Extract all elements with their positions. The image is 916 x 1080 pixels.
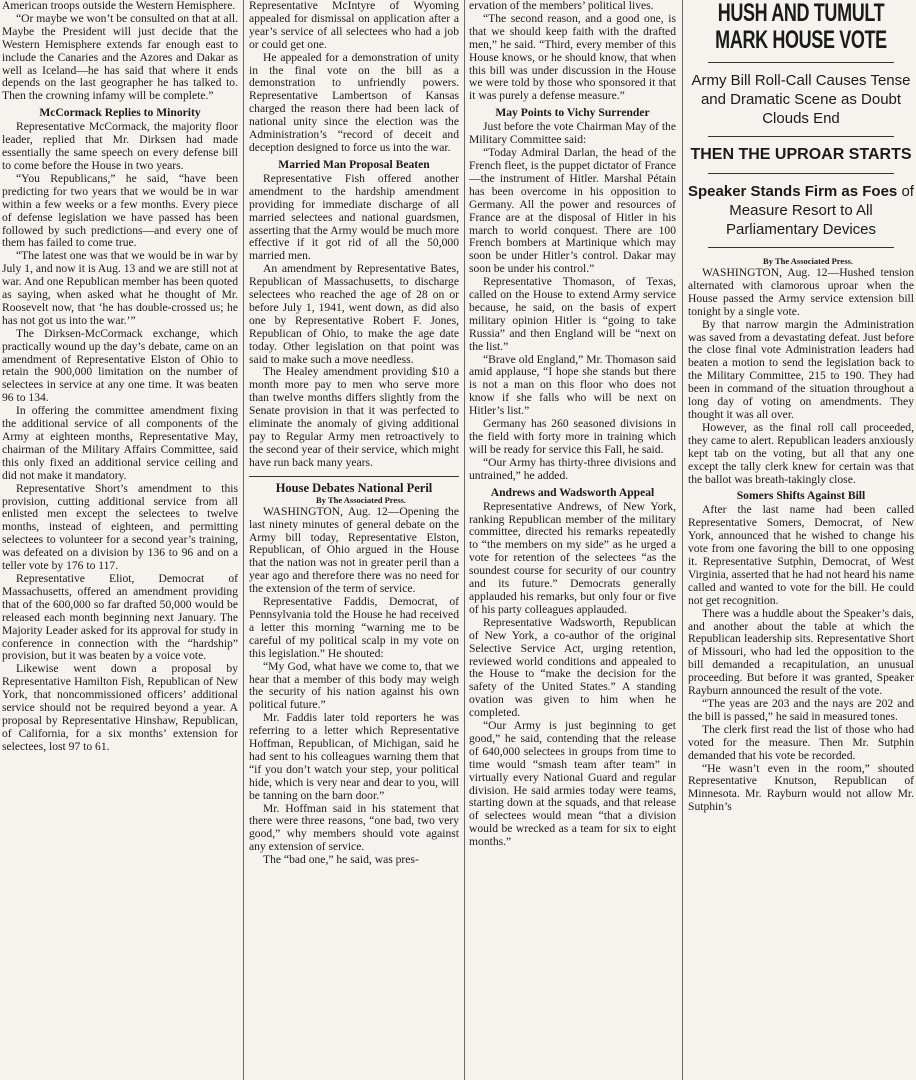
paragraph: Likewise went down a proposal by Representative Hamilton Fish, Republican of New York, that noncommissioned officers’ additional service should not be required beyond a year. A proposal by Representative Hinshaw, Republican, of California, for a six months’ extension for selectees, lost 97 to 61.	[2, 662, 238, 753]
paragraph: Representative McCormack, the majority floor leader, replied that Mr. Dirksen had made essentially the same speech on every defense bill to come before the House in two years.	[2, 120, 238, 172]
paragraph: “Today Admiral Darlan, the head of the French fleet, is the puppet dictator of France—the instrument of Hitler. Marshal Pétain has been overcome in his opposition to Germany. All the power and resources of France are at the disposal of Hitler in his march to world conquest. There are 100 French bombers at Martinique which may soon be under Hitler’s control. Dakar may soon be under his control.”	[469, 146, 676, 276]
paragraph: Representative Thomason, of Texas, called on the House to extend Army service because, he said, on the basis of expert military opinion Hitler is “going to take Russia” and then England will be “next on the list.”	[469, 275, 676, 353]
subhead-married-man: Married Man Proposal Beaten	[278, 157, 430, 171]
paragraph: By that narrow margin the Administration was saved from a devastating defeat. Just before the close final vote Administration leaders had beaten a motion to send the legislation back to the Military Committee, 215 to 190. They had been in command of the situation throughout a long day of voting on amendments. They thought it was all over.	[688, 317, 914, 421]
column-rule	[243, 0, 244, 1080]
deck-2: THEN THE UPROAR STARTS	[690, 146, 912, 163]
paragraph: “The yeas are 203 and the nays are 202 and the bill is passed,” he said in measured tones.	[688, 697, 914, 723]
column-rule	[682, 0, 683, 1080]
byline: By The Associated Press.	[316, 494, 406, 505]
paragraph: Mr. Hoffman said in his statement that there were three reasons, “one bad, two very good,” why members should vote against any extension of service.	[249, 801, 459, 854]
deck-3-lead: Speaker Stands Firm as Foes	[688, 183, 898, 200]
paragraph	[688, 267, 914, 319]
subhead-vichy: May Points to Vichy Surrender	[495, 106, 650, 120]
paragraph: He appealed for a demonstration of unity in the final vote on the bill as a demonstration to unfriendly powers. Representative Lambertson of Kansas charged the reason there had been lack of national unity since the election was the Administration’s “record of deceit and deception designed to force us into the war.	[249, 50, 459, 154]
deck-1: Army Bill Roll-Call Causes Tense and Dramatic Scene as Doubt Clouds End	[691, 72, 911, 127]
subhead-somers: Somers Shifts Against Bill	[736, 489, 866, 503]
paragraph-text: Opening the last ninety minutes of general debate on the Army bill today, Representative Elston, Republican, of Ohio argued in the House that the nation was not in greater peril than a year ago and therefore there was no need for the extension of the term of service.	[249, 504, 459, 596]
headline-line-2: MARK HOUSE VOTE	[715, 26, 887, 54]
deck-3-rest: of Measure Resort to All Parliamentary Devices	[725, 183, 914, 238]
paragraph: “You Republicans,” he said, “have been predicting for two years that we would be in war within a few weeks or a few months. Every piece of defense legislation we have passed has been followed by such predictions—and every one of them has failed to come true.	[2, 171, 238, 250]
subhead-mccormack: McCormack Replies to Minority	[39, 106, 201, 120]
paragraph: “The second reason, and a good one, is that we should keep faith with the drafted men,” he said. “Third, every member of this House knows, or he should know, that when this bill was under discussion in the House we were told by those who sponsored it that it was purely a defense measure.”	[469, 11, 676, 103]
paragraph: Germany has 260 seasoned divisions in the field with forty more in training which will be ready for service this Fall, he said.	[469, 417, 676, 456]
paragraph: The Dirksen-McCormack exchange, which practically wound up the day’s debate, came on an amendment of Representative Elston of Ohio to retain the 900,000 limitation on the number of selectees in service at any one time. It was beaten 96 to 134.	[2, 326, 238, 405]
paragraph: The clerk first read the list of those who had voted for the measure. Then Mr. Sutphin demanded that his vote be recorded.	[688, 722, 914, 762]
column-rule	[464, 0, 465, 1080]
deck-3	[688, 182, 914, 239]
paragraph: The Healey amendment providing $10 a month more pay to men who serve more than twelve months differs slightly from the Senate provision in that it was perfected to eliminate the anomaly of giving additional pay to Regular Army men retroactively to the second year of their service, which might have run back many years.	[249, 365, 459, 469]
column-2	[249, 0, 459, 1080]
headline-line-1: HUSH AND TUMULT	[717, 0, 885, 27]
dateline: WASHINGTON, Aug. 12—	[702, 266, 840, 279]
paragraph: “Our Army is just beginning to get good,” he said, contending that the release of 640,000 selectees in groups from time to time would “smash team after team” in virtually every National Guard and regular division. He said armies today were teams, starting down at the squads, and that release of selectees would mean “that a division would be wrecked as a team for six to eight months.”	[469, 719, 676, 849]
paragraph: Representative Eliot, Democrat of Massachusetts, offered an amendment providing that of the 600,000 so far drafted 50,000 would be released each month beginning next January. The Majority Leader asked for its approval for study in conference in connection with the “hardship” provision, but it was beaten by a voice vote.	[2, 571, 238, 663]
paragraph: After the last name had been called Representative Somers, Democrat, of New York, announced that he wished to change his vote from one favoring the bill to one opposing it. Representative Sutphin, Democrat, of West Virginia, asserted that he had not heard his name called and wanted to vote for the bill. He could not get recognition.	[688, 503, 914, 607]
divider	[708, 173, 894, 174]
subhead-andrews-wadsworth: Andrews and Wadsworth Appeal	[490, 485, 655, 499]
paragraph: ervation of the members’ political lives.	[469, 0, 654, 12]
paragraph: In offering the committee amendment fixing the additional service of all components of the Army at eighteen months, Representative May, chairman of the Military Affairs Committee, said this only fixed an additional service ceiling and did not make it mandatory.	[2, 404, 238, 482]
paragraph: “Our Army has thirty-three divisions and untrained,” he added.	[469, 455, 676, 482]
divider	[708, 247, 894, 248]
paragraph: “The latest one was that we would be in war by July 1, and now it is Aug. 13 and we are still not at war. And one Republican member has been quoted as saying, when asked what he thought of Mr. Roosevelt now, that ‘he has double-crossed us; he has not got us into the war.’”	[2, 249, 238, 327]
divider	[708, 62, 894, 63]
paragraph: “My God, what have we come to, that we hear that a member of this body may weigh the security of his nation against his own political future.”	[249, 659, 459, 712]
paragraph: Representative Wadsworth, Republican of New York, a co-author of the original Selective Service Act, urging retention, reviewed world conditions and appealed to the House to “make the decision for the safety of the United States.” A standing ovation was given to him when he completed.	[469, 615, 676, 720]
paragraph: However, as the final roll call proceeded, they came to alert. Republican leaders anxiously kept tab on the voting, but all that any one except the tally clerk knew for certain was that the ballot was breath-takingly close.	[688, 420, 914, 486]
column-4	[688, 0, 914, 1080]
paragraph: Representative Faddis, Democrat, of Pennsylvania told the House he had received a letter this morning “warning me to be careful of my political scalp in my vote on this legislation.” He shouted:	[249, 595, 459, 660]
paragraph: Representative Short’s amendment to this provision, cutting additional service from all enlisted men except the selectees to twelve months, instead of eighteen, and permitting selectees to volunteer for a second year’s training, was defeated on a division by 136 to 96 and on a teller vote by 176 to 117.	[2, 481, 238, 573]
divider	[708, 136, 894, 137]
paragraph: Representative Andrews, of New York, ranking Republican member of the military committee, directed his remarks repeatedly to “the members on my side” as he urged a vote for retention of the selectees “as the soundest course for security of our country and its future.” Democrats generally applauded his remarks, but only four or five of his party colleagues applauded.	[469, 499, 676, 616]
paragraph-text: Hushed tension alternated with clamorous uproar when the House passed the Army service extension bill tonight by a single vote.	[688, 266, 914, 318]
dateline: WASHINGTON, Aug. 12—	[263, 504, 400, 518]
byline: By The Associated Press.	[763, 256, 853, 266]
column-3	[469, 0, 676, 1080]
paragraph: “Or maybe we won’t be consulted on that at all. Maybe the President will just decide that the Western Hemisphere extends far enough east to include the Canaries and the Azores and Dakar as well as Iceland—he has said that where it ends depends on the last geographer he has talked to. Then the crowning infamy will be complete.”	[2, 11, 238, 103]
column-1	[2, 0, 238, 1080]
paragraph	[249, 506, 459, 596]
paragraph: “He wasn’t even in the room,” shouted Representative Knutson, Republican of Minnesota. Mr. Rayburn would not allow Mr. Sutphin’s	[688, 761, 914, 814]
paragraph: There was a huddle about the Speaker’s dais, and another about the table at which the Republican leadership sits. Representative Short of Missouri, who had led the opposition to the bill demanded a recapitulation, an unusual proceeding. But before it was granted, Speaker Rayburn announced the result of the vote.	[688, 606, 914, 698]
paragraph: Just before the vote Chairman May of the Military Committee said:	[469, 120, 676, 147]
paragraph: Mr. Faddis later told reporters he was referring to a letter which Representative Hoffman, Republican, of Michigan, said he had sent to his colleagues warning them that “if you don’t watch your step, your political hide, which is very near and dear to you, will be tanning on the barn door.”	[249, 711, 459, 802]
paragraph: The “bad one,” he said, was pres-	[263, 853, 419, 867]
paragraph: Representative Fish offered another amendment to the hardship amendment providing for immediate discharge of all married selectees and national guardsmen, asserting that the Army would be much more effective if it got rid of all the 50,000 married men.	[249, 171, 459, 263]
paragraph: Representative McIntyre of Wyoming appealed for dismissal on application after a year’s service of all selectees who had a job or could get one.	[249, 0, 459, 51]
headline-house-debates: House Debates National Peril	[249, 476, 459, 495]
paragraph: American troops outside the Western Hemisphere.	[2, 0, 236, 12]
paragraph: “Brave old England,” Mr. Thomason said amid applause, “I hope she stands but there is not a man on this floor who does not know if she falls who will be next on Hitler’s list.”	[469, 352, 676, 418]
paragraph: An amendment by Representative Bates, Republican of Massachusetts, to discharge selectees who reached the age of 28 on or before July 1, 1941, went down, as did also one by Representative Robert F. Jones, Republican of Ohio, to make the age date today. Other legislation on that point was said to make such a move needless.	[249, 262, 459, 366]
